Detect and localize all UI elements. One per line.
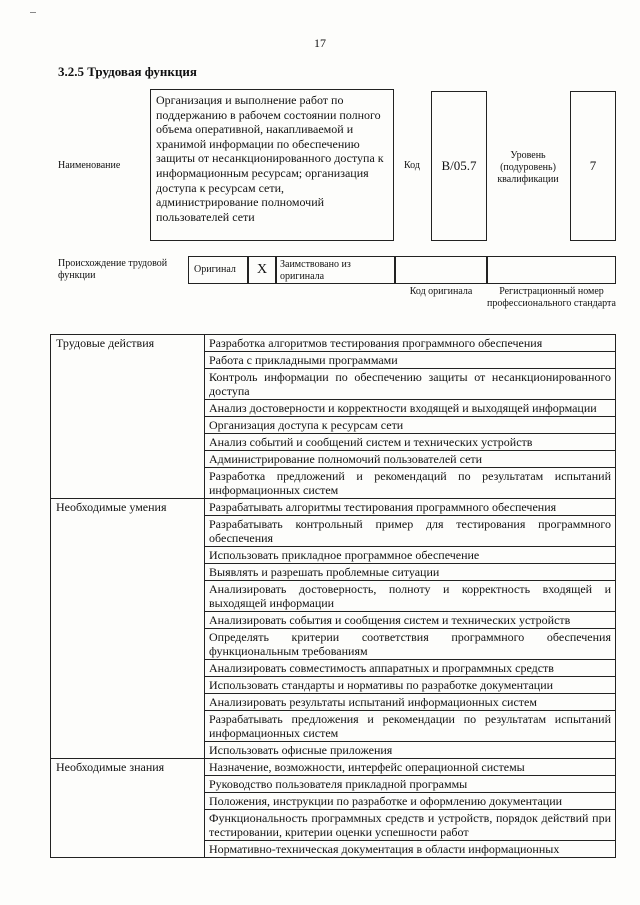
origin-row (188, 256, 616, 284)
item-text: Использовать офисные приложения (209, 743, 393, 757)
borrowed-label: Заимствовано из оригинала (280, 259, 351, 282)
item-text: Положения, инструкции по разработке и оформлению документации (209, 794, 563, 808)
item-cell (205, 335, 616, 352)
item-text: Анализировать совместимость аппаратных и программных средств (209, 661, 554, 675)
code-original-label: Код оригинала (409, 286, 473, 297)
original-label: Оригинал (194, 264, 236, 275)
item-text: Анализировать результаты испытаний информационных систем (209, 695, 537, 709)
item-cell (205, 793, 616, 810)
code-value: B/05.7 (441, 158, 477, 173)
function-details-body (51, 335, 616, 858)
code-original-cell (395, 256, 487, 284)
item-cell (205, 841, 616, 858)
code-label: Код (404, 160, 420, 171)
item-cell (205, 400, 616, 417)
item-cell (205, 468, 616, 499)
original-mark-cell (248, 256, 276, 284)
table-row (51, 759, 616, 776)
origin-label: Происхождение трудовой функции (58, 258, 168, 281)
item-cell (205, 810, 616, 841)
item-cell (205, 776, 616, 793)
function-details-table (50, 334, 616, 858)
item-cell (205, 564, 616, 581)
item-text: Анализ достоверности и корректности входящей и выходящей информации (209, 401, 597, 415)
item-text: Разрабатывать контрольный пример для тестирования программного обеспечения (209, 517, 611, 545)
table-row (51, 499, 616, 516)
item-text: Функциональность программных средств и устройств, порядок действий при тестировании, критерии оценки успешности работ (209, 811, 611, 839)
original-cell (188, 256, 248, 284)
borrowed-cell (276, 256, 395, 284)
item-cell (205, 581, 616, 612)
section-title: 3.2.5 Трудовая функция (58, 64, 197, 79)
item-text: Разрабатывать предложения и рекомендации по результатам испытаний информационных систем (209, 712, 611, 740)
item-text: Разработка алгоритмов тестирования программного обеспечения (209, 336, 543, 350)
item-text: Разработка предложений и рекомендаций по результатам испытаний информационных систем (209, 469, 611, 497)
code-value-box (431, 91, 487, 241)
item-cell (205, 711, 616, 742)
item-cell (205, 759, 616, 776)
item-cell (205, 612, 616, 629)
function-name-text: Организация и выполнение работ по поддержанию в рабочем состоянии полного объема оперативной, накапливаемой и хранимой информации по обеспечению защиты от несанкционированного доступа к информационным ресурсам; организация доступа к ресурсам сети, администрирование полномочий пользователей сети (156, 93, 384, 224)
level-label: Уровень (подуровень) квалификации (497, 150, 559, 185)
item-cell (205, 629, 616, 660)
item-cell (205, 417, 616, 434)
item-cell (205, 434, 616, 451)
category-cell: Трудовые действия (51, 335, 205, 499)
item-cell (205, 694, 616, 711)
item-text: Работа с прикладными программами (209, 353, 398, 367)
item-cell (205, 451, 616, 468)
item-text: Использовать прикладное программное обеспечение (209, 548, 480, 562)
item-text: Анализировать события и сообщения систем и технических устройств (209, 613, 571, 627)
item-cell (205, 677, 616, 694)
category-cell: Необходимые умения (51, 499, 205, 759)
item-text: Назначение, возможности, интерфейс операционной системы (209, 760, 525, 774)
function-name-box (150, 89, 394, 241)
category-cell: Необходимые знания (51, 759, 205, 858)
item-cell (205, 660, 616, 677)
reg-number-cell (487, 256, 616, 284)
table-row (51, 335, 616, 352)
item-cell (205, 369, 616, 400)
page-number: 17 (314, 36, 326, 50)
item-text: Контроль информации по обеспечению защиты от несанкционированного доступа (209, 370, 611, 398)
item-text: Администрирование полномочий пользователей сети (209, 452, 483, 466)
reg-number-label: Регистрационный номер профессионального стандарта (487, 286, 616, 309)
item-cell (205, 547, 616, 564)
scan-artifact (30, 12, 36, 19)
item-text: Нормативно-техническая документация в области информационных (209, 842, 560, 856)
original-mark: X (256, 262, 268, 277)
item-text: Выявлять и разрешать проблемные ситуации (209, 565, 440, 579)
level-value-box (570, 91, 616, 241)
item-text: Использовать стандарты и нормативы по разработке документации (209, 678, 554, 692)
item-text: Определять критерии соответствия программного обеспечения функциональным требованиям (209, 630, 611, 658)
name-label: Наименование (58, 160, 121, 171)
item-text: Анализировать достоверность, полноту и корректность входящей и выходящей информации (209, 582, 611, 610)
item-text: Организация доступа к ресурсам сети (209, 418, 404, 432)
level-value: 7 (589, 158, 597, 173)
item-cell (205, 516, 616, 547)
item-text: Разрабатывать алгоритмы тестирования программного обеспечения (209, 500, 557, 514)
item-text: Руководство пользователя прикладной программы (209, 777, 468, 791)
item-cell (205, 742, 616, 759)
item-cell (205, 352, 616, 369)
item-text: Анализ событий и сообщений систем и технических устройств (209, 435, 533, 449)
item-cell (205, 499, 616, 516)
